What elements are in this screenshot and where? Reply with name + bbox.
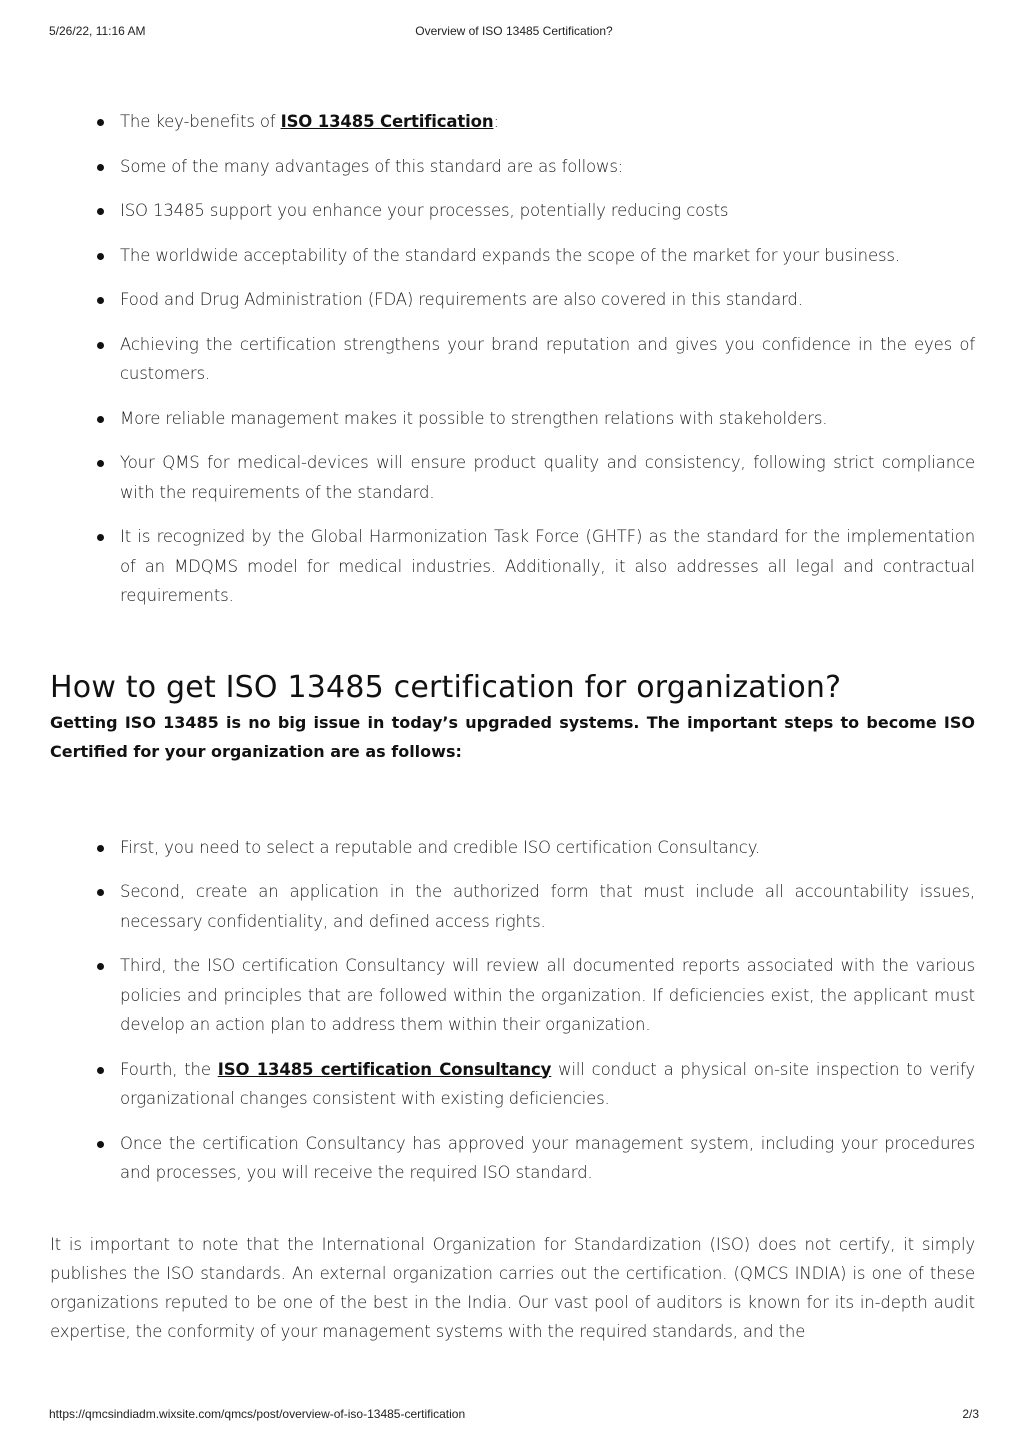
- bullet-icon: [97, 297, 104, 304]
- bullet-icon: [97, 164, 104, 171]
- list-item: [50, 1055, 975, 1114]
- print-page-title: Overview of ISO 13485 Certification?: [415, 24, 613, 38]
- print-url: https://qmcsindiadm.wixsite.com/qmcs/post/overview-of-iso-13485-certification: [49, 1407, 466, 1421]
- bullet-icon: [97, 889, 104, 896]
- print-header: [49, 24, 979, 44]
- print-datetime: 5/26/22, 11:16 AM: [49, 24, 146, 38]
- section-heading: How to get ISO 13485 certification for organization?: [50, 669, 842, 705]
- list-item-text: will conduct a physical on-site inspection to verify organizational changes consistent with existing deficiencies.: [120, 1059, 976, 1108]
- list-item-text: Some of the many advantages of this standard are as follows:: [120, 156, 624, 176]
- bullet-icon: [97, 534, 104, 541]
- iso-13485-certification-link[interactable]: ISO 13485 Certification: [280, 112, 494, 131]
- list-item-text: Fourth, the: [120, 1059, 218, 1079]
- list-item-text: More reliable management makes it possible to strengthen relations with stakeholders.: [120, 408, 828, 428]
- bullet-icon: [97, 963, 104, 970]
- list-item-text: Once the certification Consultancy has approved your management system, including your procedures and processes, you will receive the required ISO standard.: [120, 1133, 975, 1182]
- bullet-icon: [97, 1067, 104, 1074]
- list-item: [50, 1129, 975, 1188]
- bullet-icon: [97, 253, 104, 260]
- list-item-text: It is recognized by the Global Harmonization Task Force (GHTF) as the standard for the implementation of an MDQMS model for medical industries. Additionally, it also addresses all legal and contractual requirements.: [120, 527, 975, 605]
- bullet-icon: [97, 1141, 104, 1148]
- bullet-icon: [97, 208, 104, 215]
- list-item-text: Third, the ISO certification Consultancy will review all documented reports associated with the various policies and principles that are followed within the organization. If deficiencies exist, the applicant must develop an action plan to address them within their organization.: [120, 956, 975, 1034]
- list-item: [50, 152, 975, 182]
- list-item: [50, 330, 975, 389]
- list-item-text: Second, create an application in the authorized form that must include all accountability issues, necessary confidentiality, and defined access rights.: [120, 882, 975, 931]
- bullet-icon: [97, 845, 104, 852]
- steps-list: [50, 833, 975, 1188]
- list-item-text: :: [493, 112, 499, 131]
- bullet-icon: [97, 416, 104, 423]
- list-item-text: First, you need to select a reputable and credible ISO certification Consultancy.: [120, 837, 761, 857]
- list-item: [50, 196, 975, 226]
- article-content: [50, 107, 975, 1346]
- list-item-text: The key-benefits of: [120, 112, 281, 131]
- bullet-icon: [97, 460, 104, 467]
- list-item-text: Your QMS for medical-devices will ensure product quality and consistency, following strict compliance with the requirements of the standard.: [120, 453, 975, 502]
- bullet-icon: [97, 119, 104, 126]
- list-item-text: Achieving the certification strengthens your brand reputation and gives you confidence in the eyes of customers.: [120, 334, 975, 383]
- closing-paragraph: It is important to note that the International Organization for Standardization (ISO) does not certify, it simply publishes the ISO standards. An external organization carries out the certification. (QMCS INDIA) is one of these organizations reputed to be one of the best in the India. Our vast pool of auditors is known for its in-depth audit expertise, the conformity of your management systems with the required standards, and the: [50, 1234, 975, 1341]
- list-item: [50, 951, 975, 1040]
- benefits-list: [50, 107, 975, 611]
- page-number: 2/3: [962, 1407, 979, 1421]
- list-item: [50, 877, 975, 936]
- list-item: [50, 241, 975, 271]
- print-footer: [49, 1407, 979, 1427]
- list-item: [50, 833, 975, 863]
- list-item-text: ISO 13485 support you enhance your processes, potentially reducing costs: [120, 201, 729, 220]
- list-item: [50, 448, 975, 507]
- list-item: [50, 522, 975, 611]
- section-intro: Getting ISO 13485 is no big issue in today’s upgraded systems. The important steps to become ISO Certified for your organization are as follows:: [50, 712, 975, 761]
- list-item-text: The worldwide acceptability of the standard expands the scope of the market for your business.: [120, 245, 900, 265]
- list-item-text: Food and Drug Administration (FDA) requirements are also covered in this standard.: [120, 290, 803, 309]
- bullet-icon: [97, 342, 104, 349]
- list-item: [50, 107, 975, 137]
- iso-13485-consultancy-link[interactable]: ISO 13485 certification Consultancy: [217, 1059, 552, 1079]
- list-item: [50, 404, 975, 434]
- list-item: [50, 285, 975, 315]
